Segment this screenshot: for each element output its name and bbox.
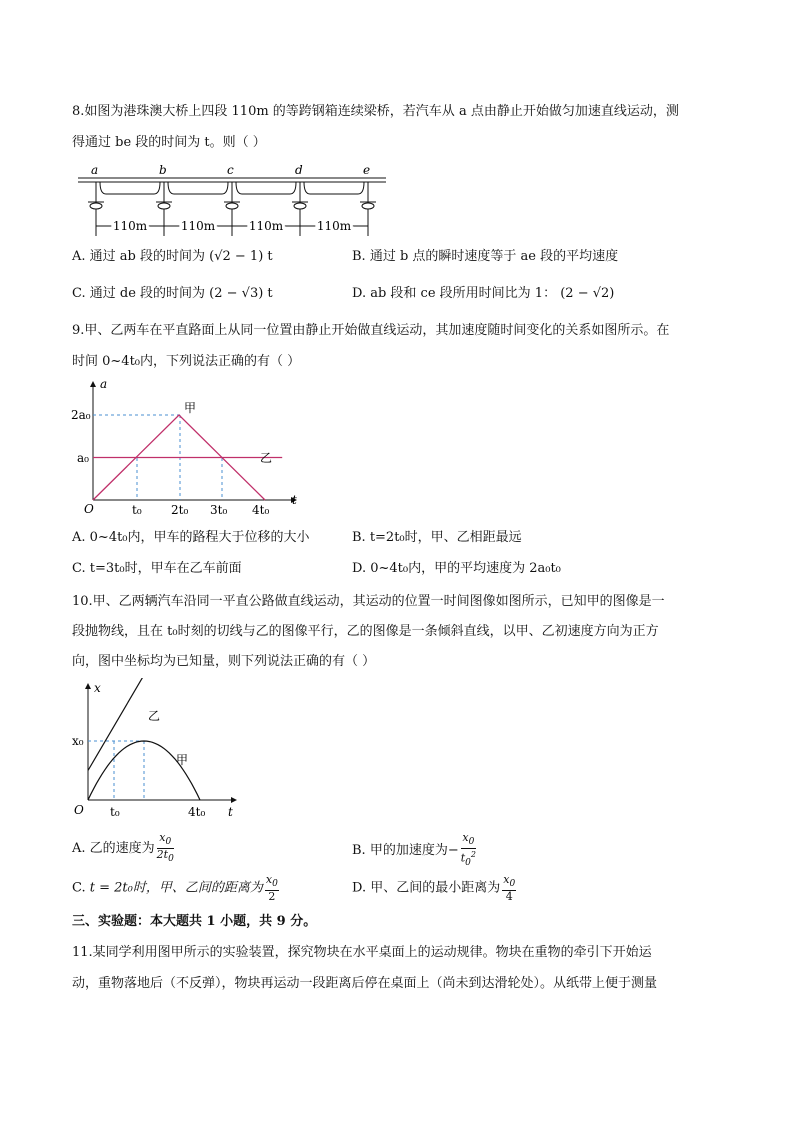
bridge-point-d: d bbox=[295, 164, 303, 177]
q10-stem-line2: 段抛物线，且在 t₀时刻的切线与乙的图像平行，乙的图像是一条倾斜直线，以甲、乙初速度方向为正方 bbox=[72, 624, 659, 639]
q9-option-c[interactable]: C. t=3t₀时，甲车在乙车前面 bbox=[72, 561, 242, 576]
q8-option-a-expr: (√2 − 1) t bbox=[209, 249, 273, 264]
q8-option-a-text: A. 通过 ab 段的时间为 bbox=[72, 249, 205, 264]
q10-option-c-fraction: $\frac{x_0}{2}$ bbox=[265, 873, 278, 904]
bridge-point-e: e bbox=[363, 164, 371, 177]
q9-option-a[interactable]: A. 0~4t₀内，甲车的路程大于位移的大小 bbox=[72, 530, 310, 545]
q8-option-d-expr: (2 − √2) bbox=[560, 286, 615, 301]
q9-stem-line2: 时间 0~4t₀内，下列说法正确的有（ ） bbox=[72, 354, 301, 369]
q10-xtick-t0: t₀ bbox=[110, 805, 120, 819]
q8-option-c-expr: (2 − √3) t bbox=[209, 286, 273, 301]
bridge-span-3: 110m bbox=[248, 219, 284, 233]
q10-option-b-fraction: $\frac{x_0}{t_0^2}$ bbox=[460, 831, 476, 869]
q9-xtick-3t0: 3t₀ bbox=[210, 503, 228, 517]
bridge-point-c: c bbox=[227, 164, 234, 177]
bridge-point-a: a bbox=[91, 164, 99, 177]
q10-option-c-text: t = 2t₀时，甲、乙间的距离为 bbox=[89, 880, 263, 896]
q10-xtick-4t0: 4t₀ bbox=[188, 805, 206, 819]
q8-stem-line1: 8.如图为港珠澳大桥上四段 110m 的等跨钢箱连续梁桥，若汽车从 a 点由静止开始做匀加速直线运动，测 bbox=[72, 104, 679, 119]
q9-y-label: a bbox=[100, 377, 108, 391]
bridge-figure bbox=[74, 164, 394, 240]
q10-option-d-text: D. 甲、乙间的最小距离为 bbox=[352, 880, 501, 896]
q10-option-a-fraction: $\frac{x_0}{2t_0}$ bbox=[156, 831, 174, 865]
q8-option-d-text: D. ab 段和 ce 段所用时间比为 1： bbox=[352, 286, 557, 301]
q10-x-label: t bbox=[228, 805, 233, 819]
q9-origin-label: O bbox=[84, 502, 94, 516]
bridge-point-b: b bbox=[159, 164, 167, 177]
bridge-span-1: 110m bbox=[112, 219, 148, 233]
q10-option-b[interactable]: B. 甲的加速度为− $\frac{x_0}{t_0^2}$ bbox=[352, 831, 476, 869]
q10-stem-line1: 10.甲、乙两辆汽车沿同一平直公路做直线运动，其运动的位置一时间图像如图所示，已知甲的图像是一 bbox=[72, 594, 665, 609]
q9-label-yi: 乙 bbox=[260, 451, 273, 465]
q8-option-c-text: C. 通过 de 段的时间为 bbox=[72, 286, 206, 301]
q10-ytick-x0: x₀ bbox=[72, 734, 84, 748]
q10-label-jia: 甲 bbox=[176, 753, 189, 767]
q9-xtick-t0: t₀ bbox=[132, 503, 142, 517]
q9-option-b[interactable]: B. t=2t₀时，甲、乙相距最远 bbox=[352, 530, 522, 545]
q11-stem-line2: 动，重物落地后（不反弹），物块再运动一段距离后停在桌面上（尚未到达滑轮处）。从纸带上便于测量 bbox=[72, 976, 658, 991]
q9-xtick-2t0: 2t₀ bbox=[171, 503, 189, 517]
q10-origin-label: O bbox=[74, 803, 84, 817]
q10-option-c[interactable] bbox=[72, 874, 281, 902]
q8-option-a[interactable] bbox=[72, 247, 273, 267]
q8-option-d[interactable] bbox=[352, 284, 614, 304]
q10-option-a[interactable] bbox=[72, 832, 176, 865]
q9-ytick-a0: a₀ bbox=[77, 451, 89, 465]
q9-option-d[interactable]: D. 0~4t₀内，甲的平均速度为 2a₀t₀ bbox=[352, 561, 561, 576]
q9-xtick-4t0: 4t₀ bbox=[252, 503, 270, 517]
q9-ytick-2a0: 2a₀ bbox=[71, 408, 91, 422]
q10-option-b-text: B. 甲的加速度为 bbox=[352, 843, 448, 859]
q8-option-b[interactable]: B. 通过 b 点的瞬时速度等于 ae 段的平均速度 bbox=[352, 249, 619, 264]
section-3-heading: 三、实验题：本大题共 1 小题，共 9 分。 bbox=[72, 914, 317, 929]
q10-y-label: x bbox=[94, 681, 101, 695]
q10-label-yi: 乙 bbox=[148, 709, 161, 723]
bridge-span-4: 110m bbox=[316, 219, 352, 233]
q10-option-d[interactable] bbox=[352, 874, 518, 902]
q10-position-graph bbox=[70, 678, 250, 822]
q10-option-a-text: A. 乙的速度为 bbox=[72, 841, 155, 857]
q10-stem-line3: 向，图中坐标均为已知量，则下列说法正确的有（ ） bbox=[72, 654, 376, 669]
bridge-span-2: 110m bbox=[180, 219, 216, 233]
q11-stem-line1: 11.某同学利用图甲所示的实验装置，探究物块在水平桌面上的运动规律。物块在重物的牵引下开始运 bbox=[72, 945, 652, 960]
q9-acceleration-graph bbox=[70, 376, 310, 522]
q10-option-d-fraction: $\frac{x_0}{4}$ bbox=[503, 873, 516, 904]
q8-stem-line2: 得通过 be 段的时间为 t。则（ ） bbox=[72, 135, 266, 150]
q9-x-label: t bbox=[292, 493, 297, 507]
q10-option-c-prefix: C. bbox=[72, 880, 90, 896]
q9-stem-line1: 9.甲、乙两车在平直路面上从同一位置由静止开始做直线运动，其加速度随时间变化的关系如图所示。在 bbox=[72, 323, 670, 338]
q8-option-c[interactable] bbox=[72, 284, 273, 304]
q9-label-jia: 甲 bbox=[184, 401, 197, 415]
